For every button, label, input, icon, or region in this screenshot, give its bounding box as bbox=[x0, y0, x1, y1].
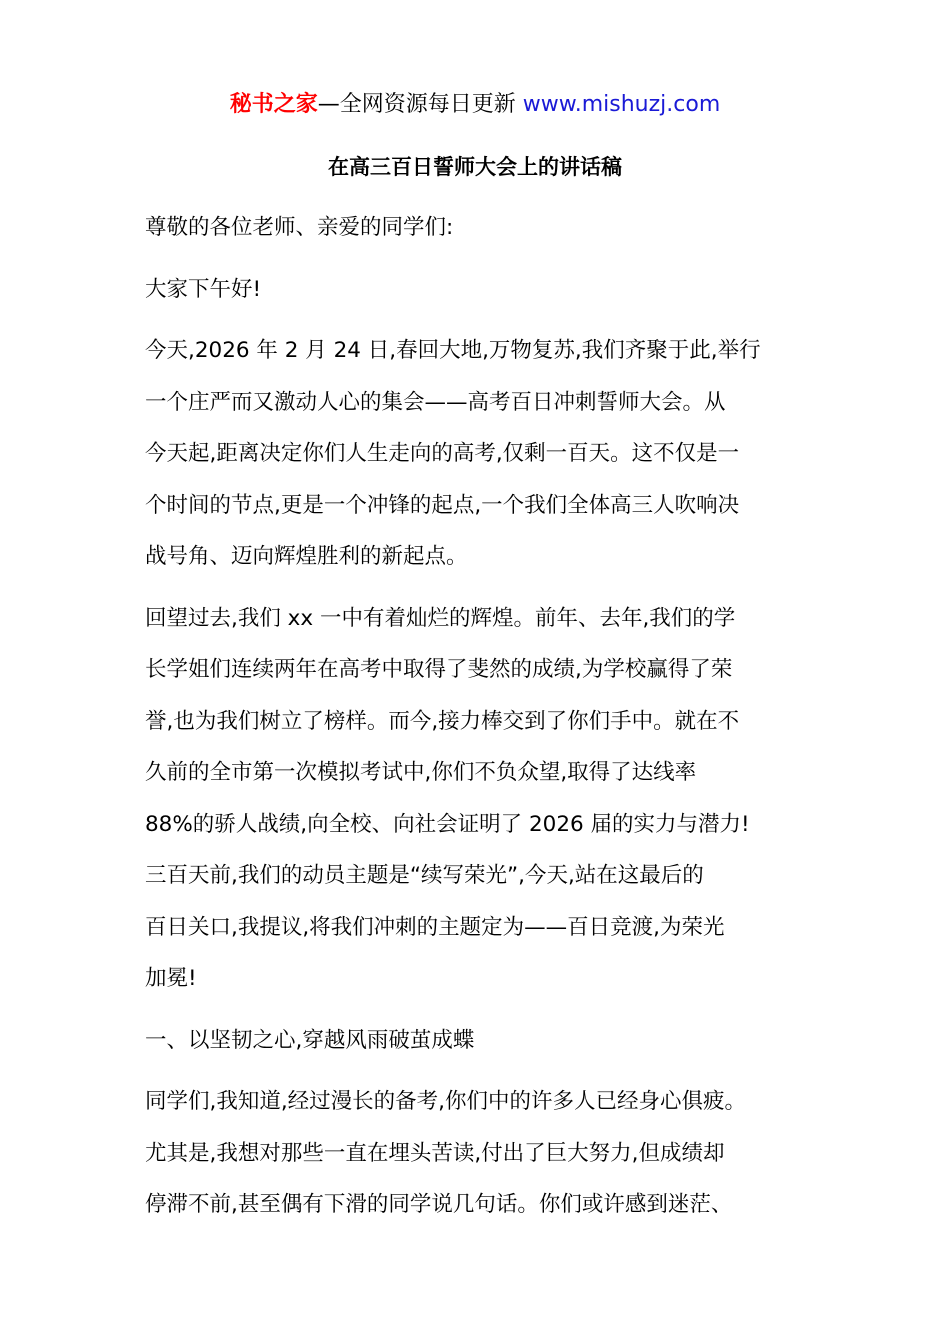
brand-name: 秘书之家 bbox=[229, 92, 318, 117]
text-line: 一个庄严而又激动人心的集会——高考百日冲刺誓师大会。从 bbox=[145, 389, 726, 415]
text-line: 百日关口,我提议,将我们冲刺的主题定为——百日竞渡,为荣光 bbox=[145, 914, 725, 940]
text-line: 誉,也为我们树立了榜样。而今,接力棒交到了你们手中。就在不 bbox=[145, 708, 740, 734]
text-line: 个时间的节点,更是一个冲锋的起点,一个我们全体高三人吹响决 bbox=[145, 492, 740, 518]
text-line: 今天,2026 年 2 月 24 日,春回大地,万物复苏,我们齐聚于此,举行 bbox=[145, 338, 761, 363]
text-line: 三百天前,我们的动员主题是“续写荣光”,今天,站在这最后的 bbox=[145, 863, 704, 888]
text-line: 停滞不前,甚至偶有下滑的同学说几句话。你们或许感到迷茫、 bbox=[145, 1192, 733, 1217]
text-line: 88%的骄人战绩,向全校、向社会证明了 2026 届的实力与潜力! bbox=[145, 811, 750, 837]
text-line: 长学姐们连续两年在高考中取得了斐然的成绩,为学校赢得了荣 bbox=[145, 657, 733, 682]
document-body bbox=[145, 202, 810, 1231]
text-line: 今天起,距离决定你们人生走向的高考,仅剩一百天。这不仅是一 bbox=[145, 441, 740, 466]
text-line: 大家下午好! bbox=[145, 276, 262, 302]
text-line: 回望过去,我们 xx 一中有着灿烂的辉煌。前年、去年,我们的学 bbox=[145, 605, 736, 631]
document-title: 在高三百日誓师大会上的讲话稿 bbox=[328, 155, 622, 179]
text-line: 加冕! bbox=[145, 966, 197, 991]
text-line: 战号角、迈向辉煌胜利的新起点。 bbox=[145, 544, 468, 569]
salutation-paragraph bbox=[145, 202, 810, 254]
greeting-paragraph bbox=[145, 264, 810, 316]
site-header bbox=[0, 88, 950, 122]
text-line: 尊敬的各位老师、亲爱的同学们: bbox=[145, 215, 454, 240]
site-url-link[interactable]: www.mishuzj.com bbox=[522, 92, 721, 117]
body-paragraph bbox=[145, 325, 810, 583]
header-tagline: —全网资源每日更新 bbox=[317, 92, 523, 117]
section-heading bbox=[145, 1015, 810, 1067]
text-line: 同学们,我知道,经过漫长的备考,你们中的许多人已经身心俱疲。 bbox=[145, 1089, 747, 1114]
text-line: 尤其是,我想对那些一直在埋头苦读,付出了巨大努力,但成绩却 bbox=[145, 1140, 725, 1166]
body-paragraph bbox=[145, 1076, 810, 1231]
body-paragraph bbox=[145, 593, 810, 1005]
text-line: 久前的全市第一次模拟考试中,你们不负众望,取得了达线率 bbox=[145, 760, 697, 785]
text-line: 一、以坚韧之心,穿越风雨破茧成蝶 bbox=[145, 1027, 475, 1053]
